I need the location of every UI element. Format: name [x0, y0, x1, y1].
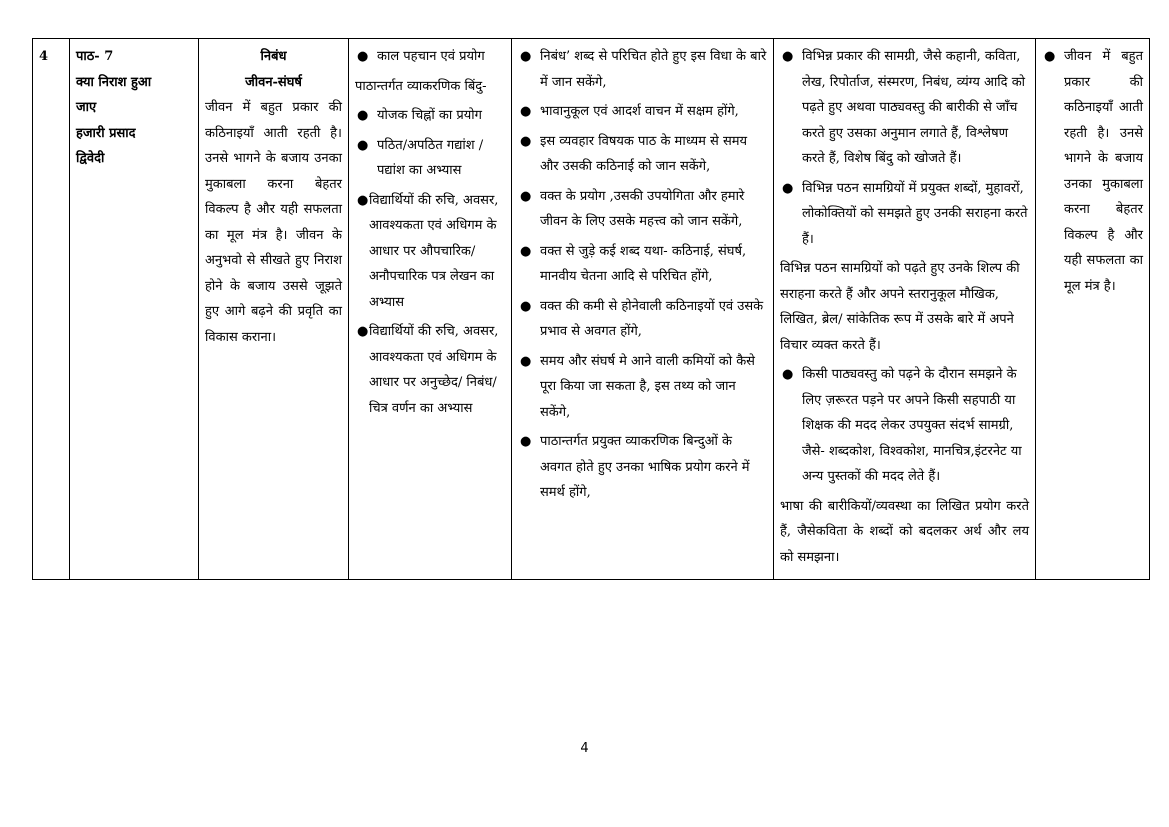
curriculum-table [32, 38, 1150, 580]
outcome-item: ● इस व्यवहार विषयक पाठ के माध्यम से समय और उसकी कठिनाई को जान सकेंगे, [518, 129, 767, 180]
outcome-item: ● वक्त की कमी से होनेवाली कठिनाइयों एवं उसके प्रभाव से अवगत होंगे, [518, 294, 767, 345]
page-number: 4 [580, 741, 589, 756]
outcome-item: ● वक्त से जुड़े कई शब्द यथा- कठिनाई, संघर्ष, मानवीय चेतना आदि से परिचित होंगे, [518, 239, 767, 290]
genre-theme: जीवन-संघर्ष [245, 74, 302, 90]
values-cell [1036, 39, 1150, 580]
genre-type: निबंध [260, 49, 287, 64]
grammar-item: ● काल पहचान एवं प्रयोग [355, 44, 505, 70]
outcome-item: ● समय और संघर्ष मे आने वाली कमियों को कैसे पूरा किया जा सकता है, इस तथ्य को जान सकेंगे, [518, 349, 767, 426]
activity-item: ● विभिन्न प्रकार की सामग्री, जैसे कहानी, कविता, लेख, रिपोर्ताज, संस्मरण, निबंध, व्यंग्य आदि को पढ़ते हुए अथवा पाठ्यवस्तु की बारीकी से जाँच करते हुए उसका अनुमान लगाते हैं, विश्लेषण करते हैं, विशेष बिंदु को खोजते हैं। [780, 44, 1029, 172]
activity-item: ● किसी पाठ्यवस्तु को पढ़ने के दौरान समझने के लिए ज़रूरत पड़ने पर अपने किसी सहपाठी या शिक्षक की मदद लेकर उपयुक्त संदर्भ सामग्री, जैसे- शब्दकोश, विश्वकोश, मानचित्र,इंटरनेट या अन्य पुस्तकों की मदद लेते हैं। [780, 362, 1029, 490]
lesson-title-line1: क्या निराश हुआ [76, 74, 152, 90]
grammar-item: ● विद्यार्थियों की रुचि, अवसर, आवश्यकता एवं अधिगम के आधार पर अनुच्छेद/ निबंध/ चित्र वर्णन का अभ्यास [355, 319, 505, 421]
activity-paragraph: भाषा की बारीकियों/व्यवस्था का लिखित प्रयोग करते हैं, जैसेकविता के शब्दों को बदलकर अर्थ और लय को समझना। [780, 498, 1029, 565]
author-name-line1: हजारी प्रसाद [76, 125, 136, 141]
author-name-line2: द्विवेदी [76, 151, 105, 166]
outcome-item: ● पाठान्तर्गत प्रयुक्त व्याकरणिक बिन्दुओं के अवगत होते हुए उनका भाषिक प्रयोग करने में समर्थ होंगे, [518, 429, 767, 506]
outcome-item: ● भावानुकूल एवं आदर्श वाचन में सक्षम होंगे, [518, 99, 767, 125]
grammar-heading: पाठान्तर्गत व्याकरणिक बिंदु- [355, 78, 487, 94]
activities-cell [774, 39, 1036, 580]
grammar-item: ● योजक चिह्नों का प्रयोग [355, 103, 505, 129]
genre-description: जीवन में बहुत प्रकार की कठिनाइयाँ आती रहती है। उनसे भागने के बजाय उनका मुकाबला करना बेहतर विकल्प है और यही सफलता का मूल मंत्र है। जीवन के अनुभवो से सीखते हुए निराश होने के बजाय उससे जूझते हुए आगे बढ़ने की प्रवृति का विकास कराना। [205, 100, 342, 345]
values-item: ● जीवन में बहुत प्रकार की कठिनाइयाँ आती रहती है। उनसे भागने के बजाय उनका मुकाबला करना बेहतर विकल्प है और यही सफलता का मूल मंत्र है। [1042, 44, 1143, 299]
activity-paragraph: विभिन्न पठन सामग्रियों को पढ़ते हुए उनके शिल्प की सराहना करते हैं और अपने स्तरानुकूल मौखिक, लिखित, ब्रेल/ सांकेतिक रूप में उसके बारे में अपने विचार व्यक्त करते हैं। [780, 261, 1020, 353]
lesson-title-line2: जाए [76, 100, 97, 115]
lesson-number: पाठ- 7 [76, 49, 114, 64]
outcome-item: ● निबंध’ शब्द से परिचित होते हुए इस विधा के बारे में जान सकेंगे, [518, 44, 767, 95]
grammar-cell [349, 39, 512, 580]
serial-cell [33, 39, 70, 580]
grammar-item: ● पठित/अपठित गद्यांश / पद्यांश का अभ्यास [355, 133, 505, 184]
table-row [33, 39, 1150, 580]
serial-number: 4 [39, 49, 49, 64]
lesson-cell [70, 39, 199, 580]
learning-outcomes-cell [512, 39, 774, 580]
outcome-item: ● वक्त के प्रयोग ,उसकी उपयोगिता और हमारे जीवन के लिए उसके महत्त्व को जान सकेंगे, [518, 184, 767, 235]
genre-cell [199, 39, 349, 580]
activity-item: ● विभिन्न पठन सामग्रियों में प्रयुक्त शब्दों, मुहावरों, लोकोक्तियों को समझते हुए उनकी सराहना करते हैं। [780, 176, 1029, 253]
grammar-item: ● विद्यार्थियों की रुचि, अवसर, आवश्यकता एवं अधिगम के आधार पर औपचारिक/ अनौपचारिक पत्र लेखन का अभ्यास [355, 188, 505, 316]
